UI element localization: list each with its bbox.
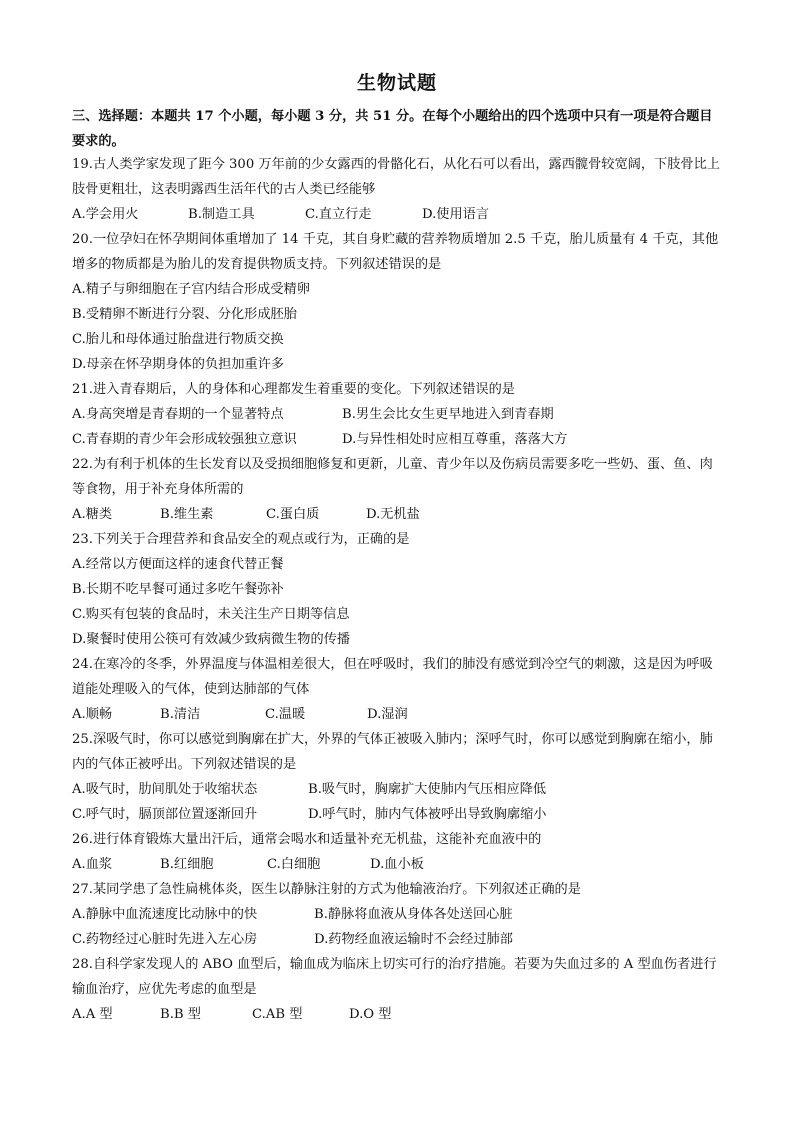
- option-row: [72, 402, 722, 427]
- option: D.O 型: [349, 1007, 392, 1022]
- option: A.A 型: [72, 1007, 113, 1022]
- option: C.购买有包装的食品时，未关注生产日期等信息: [72, 607, 350, 622]
- option: B.吸气时，胸廓扩大使肺内气压相应降低: [308, 782, 547, 797]
- option: A.血浆: [72, 857, 113, 872]
- question-stem: 28.自科学家发现人的 ABO 血型后，输血成为临床上切实可行的治疗措施。若要为失血过多的 A 型血伤者进行输血治疗，应优先考虑的血型是: [72, 957, 717, 997]
- option: C.AB 型: [252, 1007, 303, 1022]
- option: A.糖类: [72, 507, 113, 522]
- option-row: [72, 902, 722, 927]
- option: C.药物经过心脏时先进入左心房: [72, 932, 258, 947]
- option: B.受精卵不断进行分裂、分化形成胚胎: [72, 307, 297, 322]
- question-stem: 19.古人类学家发现了距今 300 万年前的少女露西的骨骼化石，从化石可以看出，露西髋骨较宽阔，下肢骨比上肢骨更粗壮，这表明露西生活年代的古人类已经能够: [72, 157, 720, 197]
- option: A.身高突增是青春期的一个显著特点: [72, 407, 284, 422]
- option-row: [72, 702, 722, 727]
- option: D.使用语言: [422, 207, 490, 222]
- option: C.蛋白质: [266, 507, 320, 522]
- question-stem: 21.进入青春期后，人的身体和心理都发生着重要的变化。下列叙述错误的是: [72, 382, 515, 397]
- option: C.呼气时，膈顶部位置逐渐回升: [72, 807, 258, 822]
- option: D.母亲在怀孕期身体的负担加重许多: [72, 357, 285, 372]
- option: A.精子与卵细胞在子宫内结合形成受精卵: [72, 282, 310, 297]
- option-row: [72, 1002, 722, 1027]
- option-row: [72, 427, 722, 452]
- option: A.顺畅: [72, 707, 113, 722]
- page-title: 生物试题: [356, 72, 437, 94]
- option: C.白细胞: [267, 857, 321, 872]
- option: D.无机盐: [366, 507, 420, 522]
- option: D.湿润: [367, 707, 408, 722]
- option: A.学会用火: [72, 207, 139, 222]
- option: B.制造工具: [188, 207, 255, 222]
- option: B.静脉将血液从身体各处送回心脏: [314, 907, 513, 922]
- option: C.直立行走: [305, 207, 372, 222]
- option: C.青春期的青少年会形成较强独立意识: [72, 432, 297, 447]
- question-stem: 26.进行体育锻炼大量出汗后，通常会喝水和适量补充无机盐，这能补充血液中的: [72, 832, 542, 847]
- question-list: [72, 152, 722, 1027]
- question-stem: 25.深吸气时，你可以感觉到胸廓在扩大，外界的气体正被吸入肺内；深呼气时，你可以感觉到胸廓在缩小，肺内的气体正被呼出。下列叙述错误的是: [72, 732, 713, 772]
- question-stem: 22.为有利于机体的生长发育以及受损细胞修复和更新，儿童、青少年以及伤病员需要多吃一些奶、蛋、鱼、肉等食物，用于补充身体所需的: [72, 457, 713, 497]
- option: D.血小板: [370, 857, 424, 872]
- option-row: [72, 502, 722, 527]
- option: B.维生素: [160, 507, 214, 522]
- option: B.男生会比女生更早地进入到青春期: [342, 407, 554, 422]
- question-stem: 20.一位孕妇在怀孕期间体重增加了 14 千克，其自身贮藏的营养物质增加 2.5 千克，胎儿质量有 4 千克，其他增多的物质都是为胎儿的发育提供物质支持。下列叙述错误的是: [72, 232, 719, 272]
- option: C.温暖: [265, 707, 306, 722]
- option: D.与异性相处时应相互尊重，落落大方: [342, 432, 568, 447]
- option-row: [72, 777, 722, 802]
- option: B.清洁: [160, 707, 201, 722]
- option-row: [72, 852, 722, 877]
- option: A.吸气时，肋间肌处于收缩状态: [72, 782, 258, 797]
- question-stem: 27.某同学患了急性扁桃体炎，医生以静脉注射的方式为他输液治疗。下列叙述正确的是: [72, 882, 581, 897]
- option-row: [72, 802, 722, 827]
- option: A.静脉中血流速度比动脉中的快: [72, 907, 258, 922]
- question-stem: 23.下列关于合理营养和食品安全的观点或行为，正确的是: [72, 532, 410, 547]
- option: B.长期不吃早餐可通过多吃午餐弥补: [72, 582, 284, 597]
- option: B.B 型: [160, 1007, 201, 1022]
- option: C.胎儿和母体通过胎盘进行物质交换: [72, 332, 284, 347]
- option: A.经常以方便面这样的速食代替正餐: [72, 557, 284, 572]
- option: D.聚餐时使用公筷可有效减少致病微生物的传播: [72, 632, 351, 647]
- option: D.呼气时，肺内气体被呼出导致胸廓缩小: [308, 807, 547, 822]
- section-header: 三、选择题：本题共 17 个小题，每小题 3 分，共 51 分。在每个小题给出的四个选项中只有一项是符合题目要求的。: [72, 109, 713, 149]
- option-row: [72, 202, 722, 227]
- option: B.红细胞: [160, 857, 214, 872]
- option-row: [72, 927, 722, 952]
- option: D.药物经血液运输时不会经过肺部: [314, 932, 513, 947]
- question-stem: 24.在寒冷的冬季，外界温度与体温相差很大，但在呼吸时，我们的肺没有感觉到冷空气的刺激，这是因为呼吸道能处理吸入的气体，使到达肺部的气体: [72, 657, 713, 697]
